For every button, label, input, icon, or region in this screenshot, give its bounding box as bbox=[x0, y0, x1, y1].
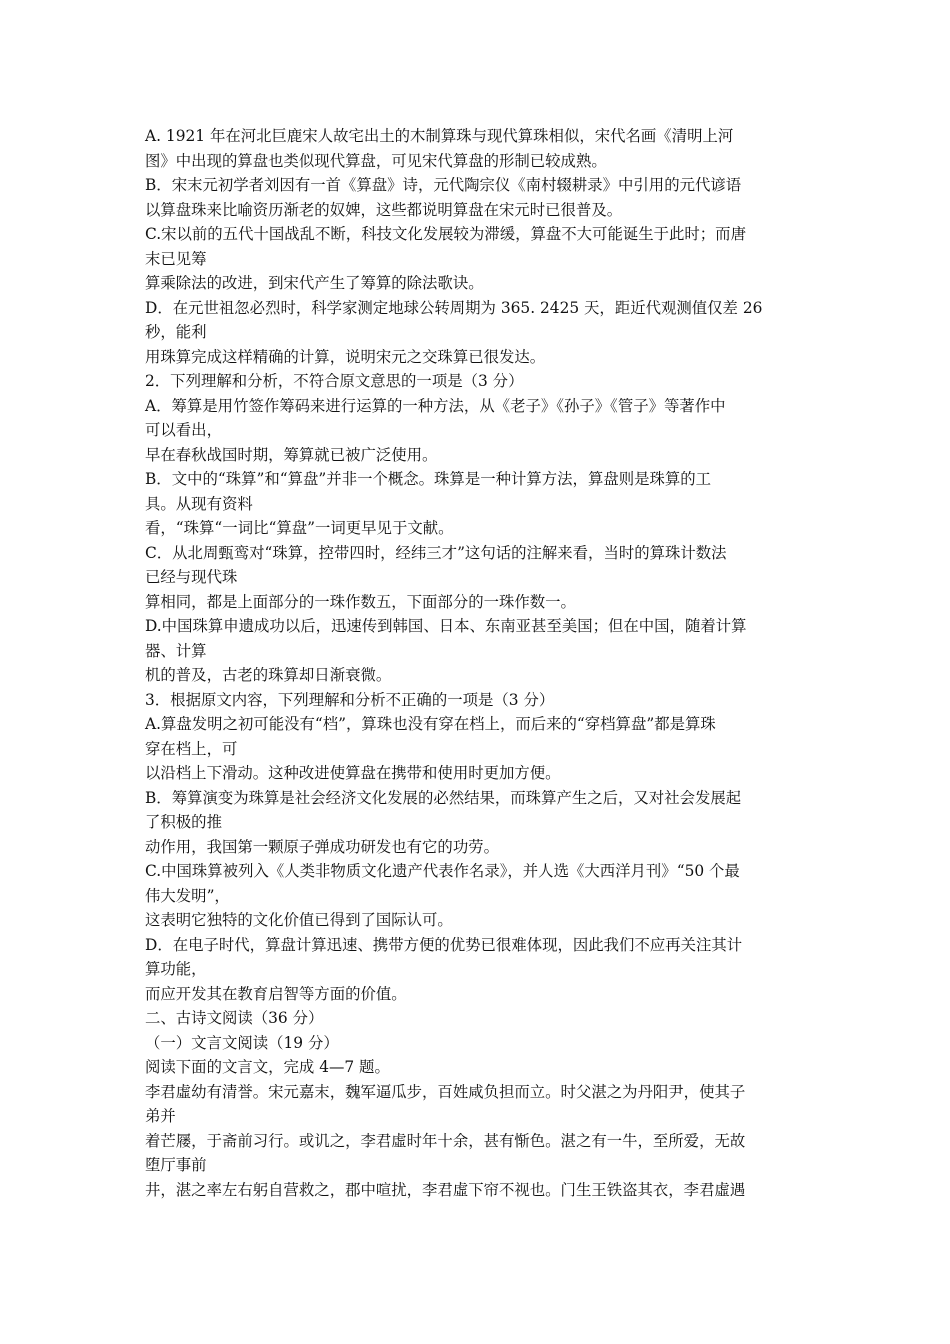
text-line: A．筹算是用竹签作筹码来进行运算的一种方法，从《老子》《孙子》《管子》等著作中 bbox=[145, 396, 726, 415]
text-line: D.中国珠算申遗成功以后，迅速传到韩国、日本、东南亚甚至美国；但在中国，随着计算 bbox=[145, 617, 747, 635]
text-line: C.宋以前的五代十国战乱不断，科技文化发展较为滞缓，算盘不大可能诞生于此时；而唐 bbox=[145, 225, 746, 243]
text-line: A.算盘发明之初可能没有“档”，算珠也没有穿在档上，而后来的“穿档算盘”都是算珠 bbox=[145, 715, 716, 733]
text-line: 图》中出现的算盘也类似现代算盘，可见宋代算盘的形制已较成熟。 bbox=[145, 151, 607, 170]
text-line: 这表明它独特的文化价值已得到了国际认可。 bbox=[145, 911, 453, 929]
text-line: 动作用，我国第一颗原子弹成功研发也有它的功劳。 bbox=[145, 837, 499, 856]
text-line: 已经与现代珠 bbox=[145, 568, 238, 586]
question-heading: 3．根据原文内容，下列理解和分析不正确的一项是（3 分） bbox=[145, 690, 555, 709]
text-line: C.中国珠算被列入《人类非物质文化遗产代表作名录》，并人选《大西洋月刊》“50 个最 bbox=[145, 862, 740, 880]
text-line: 机的普及，古老的珠算却日渐衰微。 bbox=[145, 666, 392, 684]
text-line: D．在电子时代，算盘计算迅速、携带方便的优势已很难体现，因此我们不应再关注其计 bbox=[145, 935, 743, 954]
section-heading: 二、古诗文阅读（36 分） bbox=[145, 1009, 324, 1027]
text-line: 而应开发其在教育启智等方面的价值。 bbox=[145, 984, 407, 1003]
text-line: B．宋末元初学者刘因有一首《算盘》诗，元代陶宗仪《南村辍耕录》中引用的元代谚语 bbox=[145, 176, 742, 194]
instruction-line: 阅读下面的文言文，完成 4—7 题。 bbox=[145, 1058, 390, 1076]
question-heading: 2．下列理解和分析，不符合原文意思的一项是（3 分） bbox=[145, 372, 524, 390]
text-line: 末已见筹 bbox=[145, 249, 207, 268]
text-line: 算功能， bbox=[145, 960, 207, 978]
text-line: 弟并 bbox=[145, 1107, 176, 1125]
text-line: 了积极的推 bbox=[145, 813, 222, 831]
text-line: 具。从现有资料 bbox=[145, 494, 253, 513]
subsection-heading: （一）文言文阅读（19 分） bbox=[145, 1033, 339, 1052]
text-line: 秒，能利 bbox=[145, 323, 207, 341]
text-line: D．在元世祖忽必烈时，科学家测定地球公转周期为 365. 2425 天，距近代观测值仅差 26 bbox=[145, 298, 763, 317]
text-line: 以沿档上下滑动。这种改进使算盘在携带和使用时更加方便。 bbox=[145, 764, 561, 782]
text-line: 可以看出， bbox=[145, 421, 222, 439]
document-page bbox=[145, 124, 810, 1202]
text-line: 伟大发明”， bbox=[145, 886, 230, 905]
text-line: 算相同，都是上面部分的一珠作数五，下面部分的一珠作数一。 bbox=[145, 592, 576, 611]
text-line: 井，湛之率左右躬自营救之，郡中喧扰，李君虛下帘不视也。门生王铁盗其衣，李君虛遇 bbox=[145, 1180, 746, 1199]
text-line: B．文中的“珠算”和“算盘”并非一个概念。珠算是一种计算方法，算盘则是珠算的工 bbox=[145, 470, 712, 488]
text-line: 李君虛幼有清誉。宋元嘉末，魏军逼瓜步，百姓咸负担而立。时父湛之为丹阳尹，使其子 bbox=[145, 1082, 746, 1101]
text-line: C．从北周甄鸾对“珠算，控带四时，经纬三才”这句话的注解来看，当时的算珠计数法 bbox=[145, 543, 727, 562]
text-line: 堕厅事前 bbox=[145, 1156, 207, 1174]
text-line: 着芒屦，于斋前习行。或讥之，李君虛时年十余，甚有惭色。湛之有一牛，至所爱，无故 bbox=[145, 1131, 746, 1150]
text-line: 用珠算完成这样精确的计算，说明宋元之交珠算已很发达。 bbox=[145, 347, 546, 366]
text-line: B．筹算演变为珠算是社会经济文化发展的必然结果，而珠算产生之后，又对社会发展起 bbox=[145, 788, 742, 807]
text-line: 看，“珠算“一词比“算盘”一词更早见于文献。 bbox=[145, 519, 454, 537]
text-line: 器、计算 bbox=[145, 641, 207, 660]
text-line: 算乘除法的改进，到宋代产生了筹算的除法歌诀。 bbox=[145, 274, 484, 292]
text-line: 穿在档上，可 bbox=[145, 739, 238, 758]
text-line: 以算盘珠来比喻资历渐老的奴婢，这些都说明算盘在宋元时已很普及。 bbox=[145, 200, 623, 219]
text-line: A. 1921 年在河北巨鹿宋人故宅出土的木制算珠与现代算珠相似，宋代名画《清明上河 bbox=[145, 127, 734, 145]
text-line: 早在春秋战国时期，筹算就已被广泛使用。 bbox=[145, 445, 438, 464]
